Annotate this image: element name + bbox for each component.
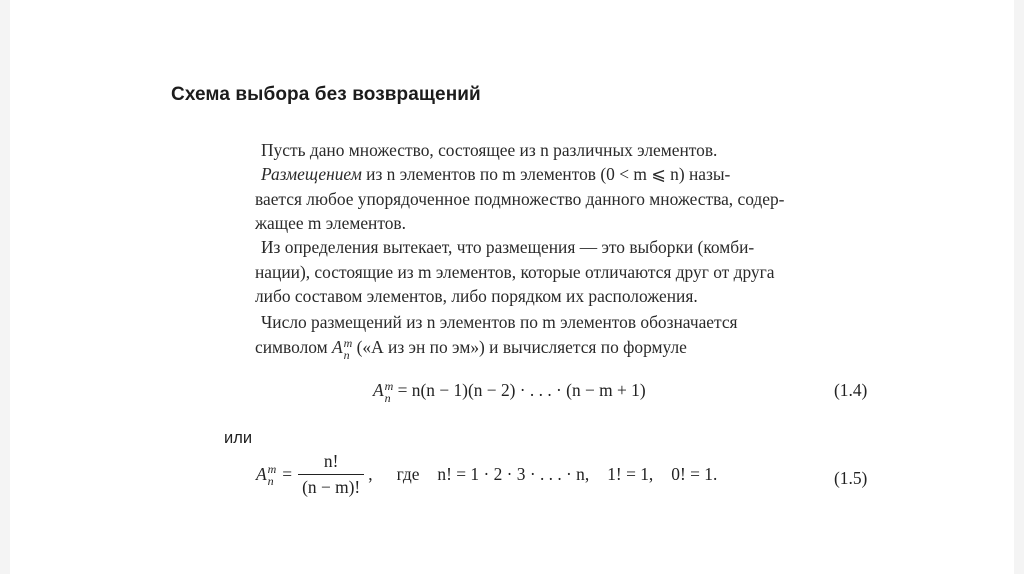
paragraph-line: Из определения вытекает, что размещения — это выборки (комби- (261, 237, 755, 257)
formula-comma: , (368, 464, 373, 484)
formula-lhs: A (256, 464, 267, 484)
formula-lhs: A (373, 380, 384, 400)
symbol-a-inline: A (331, 336, 343, 357)
formula-factorial-def: n! = 1 · 2 · 3 · . . . · n, (437, 464, 590, 484)
paragraph-line: вается любое упорядоченное подмножество данного множества, содер- (255, 188, 785, 209)
formula-rhs: = n(n − 1)(n − 2) · . . . · (n − m + 1) (393, 380, 646, 400)
paragraph-line: либо составом элементов, либо порядком их расположения. (255, 286, 698, 306)
paragraph-arrangement-count (255, 310, 874, 362)
formula-indices (385, 380, 394, 404)
paragraph-line: Пусть дано множество, состоящее из n различных элементов. (261, 140, 718, 160)
equation-number-1-5: (1.5) (834, 468, 868, 488)
paragraph-line (255, 335, 874, 361)
formula-sub: n (384, 391, 391, 405)
paragraph-line-post: («А из эн по эм») и вычисляется по формуле (352, 336, 687, 357)
formula-indices (268, 463, 277, 487)
symbol-sub: n (343, 347, 350, 362)
paragraph-definition-consequence (255, 235, 874, 309)
formula-sup: m (267, 461, 277, 476)
formula-where: где (396, 464, 420, 484)
paragraph-line: Число размещений из n элементов по m элементов обозначается (261, 312, 738, 332)
formula-zero-factorial: 0! = 1. (671, 464, 718, 484)
equation-number-1-4: (1.4) (834, 380, 868, 400)
paragraph-line: жащее m элементов. (255, 213, 406, 233)
paragraph-line-rest: из n элементов по m элементов (0 < m ⩽ n) назы- (361, 164, 731, 184)
formula-one-factorial: 1! = 1, (607, 464, 654, 484)
connector-word: или (224, 429, 253, 447)
formula-1-4 (373, 380, 646, 404)
paragraph-arrangement-definition (255, 162, 874, 236)
paragraph-line: нации), состоящие из m элементов, которые отличаются друг от друга (255, 261, 775, 282)
paragraph-line (261, 162, 874, 187)
fraction-denominator: (n − m)! (298, 474, 364, 498)
formula-1-5 (256, 451, 717, 498)
paragraph-line-pre: символом (255, 336, 332, 357)
fraction (298, 451, 364, 498)
formula-sup: m (384, 379, 394, 393)
formula-sub: n (267, 473, 274, 488)
symbol-indices (344, 337, 353, 361)
paragraph-set-definition (258, 138, 874, 163)
symbol-sup: m (343, 335, 353, 350)
fraction-numerator: n! (323, 451, 339, 471)
section-heading: Схема выбора без возвращений (171, 84, 481, 105)
formula-equals: = (282, 464, 293, 484)
term-arrangement: Размещением (261, 164, 362, 184)
